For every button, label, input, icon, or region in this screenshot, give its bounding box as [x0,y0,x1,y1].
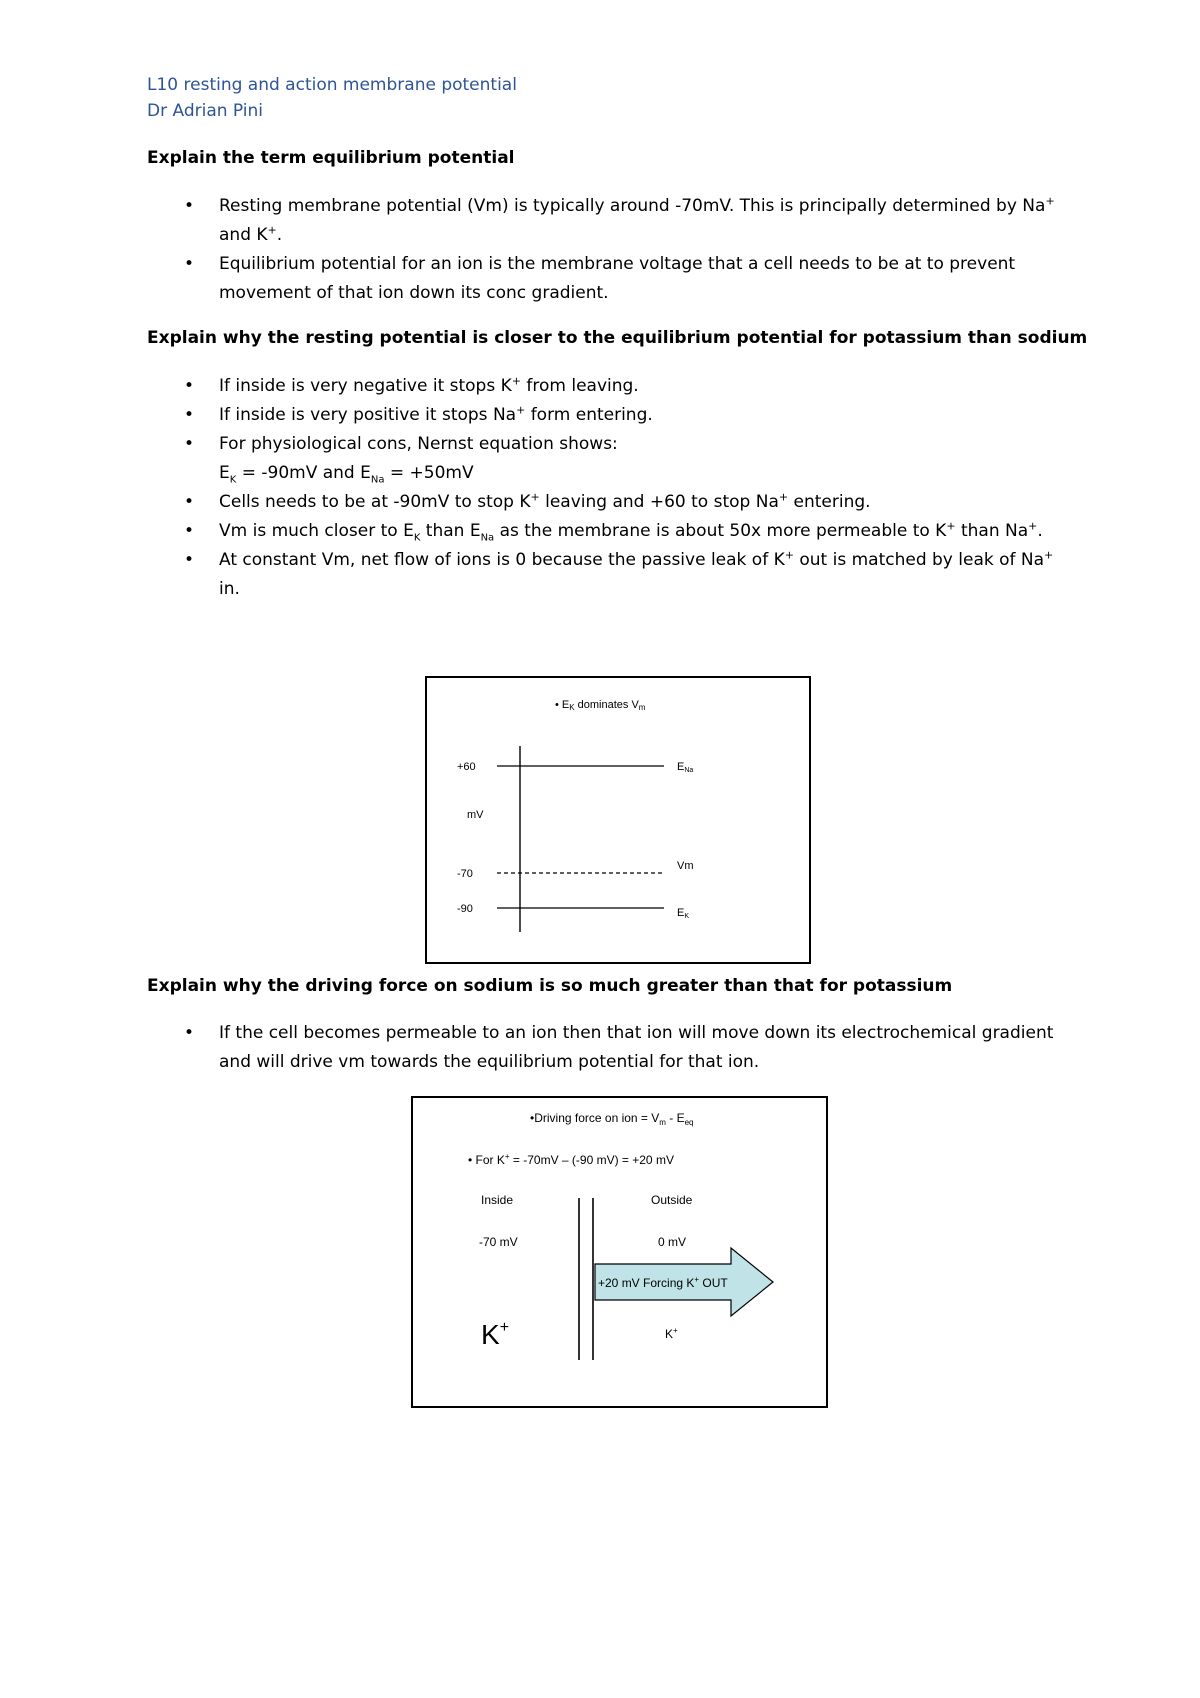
superscript: + [530,490,540,504]
list-item [147,488,1077,517]
text: Cells needs to be at -90mV to stop K [219,492,531,512]
text: than Na [955,521,1029,541]
text: than E [420,521,481,541]
document-author: Dr Adrian Pini [147,101,264,121]
text: For physiological cons, Nernst equation shows: [219,434,618,454]
ena-label: ENa [677,761,694,774]
potassium-outside: K+ [665,1326,678,1341]
text: as the membrane is about 50x more permeable to K [494,521,947,541]
text: = +50mV [384,463,474,483]
tick-label: +60 [457,761,476,773]
outside-label: Outside [651,1193,693,1207]
driving-force-equation: •Driving force on ion = $V_m - E_{eq}$ [530,1111,694,1127]
arrow-label: +20 mV Forcing K+ OUT [598,1275,728,1290]
list-item [147,517,1077,546]
section-2-list [147,372,1077,604]
outside-value: 0 mV [658,1235,687,1249]
text: in. [219,579,240,599]
text: = -90mV and E [236,463,371,483]
text: entering. [788,492,871,512]
text: E [219,463,230,483]
text: leaving and +60 to stop Na [539,492,779,512]
vm-label: Vm [677,860,694,872]
superscript: + [1028,519,1038,533]
subscript: Na [370,474,385,486]
text: At constant Vm, net flow of ions is 0 because the passive leak of K [219,550,785,570]
section-3-list [147,1019,1077,1077]
text: . [1037,521,1043,541]
text: form entering. [525,405,653,425]
section-1-list [147,192,1077,308]
subscript: K [413,532,421,544]
list-item [147,372,1077,401]
text: Resting membrane potential (Vm) is typically around -70mV. This is principally determined by Na [219,196,1046,216]
inside-value: -70 mV [479,1235,518,1249]
list-item [147,401,1077,430]
figure-ek-dominates-vm [425,676,811,964]
superscript: + [516,403,526,417]
superscript: + [946,519,956,533]
text: Vm is much closer to E [219,521,414,541]
text: . [276,225,283,245]
tick-label: -90 [457,903,473,915]
tick-label: -70 [457,868,473,880]
list-item: • Equilibrium potential for an ion is the membrane voltage that a cell needs to be at to prevent movement of that ion down its conc gradient. [147,250,1077,308]
list-item [147,546,1077,604]
superscript: + [784,548,794,562]
text: out is matched by leak of Na [793,550,1045,570]
list-item: • If the cell becomes permeable to an ion then that ion will move down its electrochemical gradient and will drive vm towards the equilibrium potential for that ion. [147,1019,1077,1077]
figure-1-svg [427,678,809,962]
text: If inside is very negative it stops K [219,376,512,396]
axis-unit-label: mV [467,809,484,821]
document-title: L10 resting and action membrane potential [147,75,517,95]
inside-label: Inside [481,1193,514,1207]
text: from leaving. [520,376,639,396]
figure-1-title: • EK dominates Vm [555,699,646,712]
superscript: + [1045,194,1055,208]
section-2-heading: Explain why the resting potential is closer to the equilibrium potential for potassium than sodium [147,328,1088,348]
section-3-heading: Explain why the driving force on sodium is so much greater than that for potassium [147,976,953,996]
subscript: K [229,474,237,486]
ek-label: EK [677,907,690,920]
superscript: + [511,374,521,388]
superscript: + [1044,548,1054,562]
figure-driving-force [411,1096,828,1408]
potassium-calculation: • For K+ = -70mV – (-90 mV) = +20 mV [468,1152,674,1167]
text: and K [219,225,268,245]
section-1-heading: Explain the term equilibrium potential [147,148,515,168]
subscript: Na [480,532,495,544]
text: If inside is very positive it stops Na [219,405,517,425]
superscript: + [778,490,789,504]
superscript: + [267,223,277,237]
potassium-inside: K+ [481,1319,510,1350]
figure-2-svg [413,1098,826,1406]
list-item [147,192,1077,250]
list-item [147,430,1077,488]
